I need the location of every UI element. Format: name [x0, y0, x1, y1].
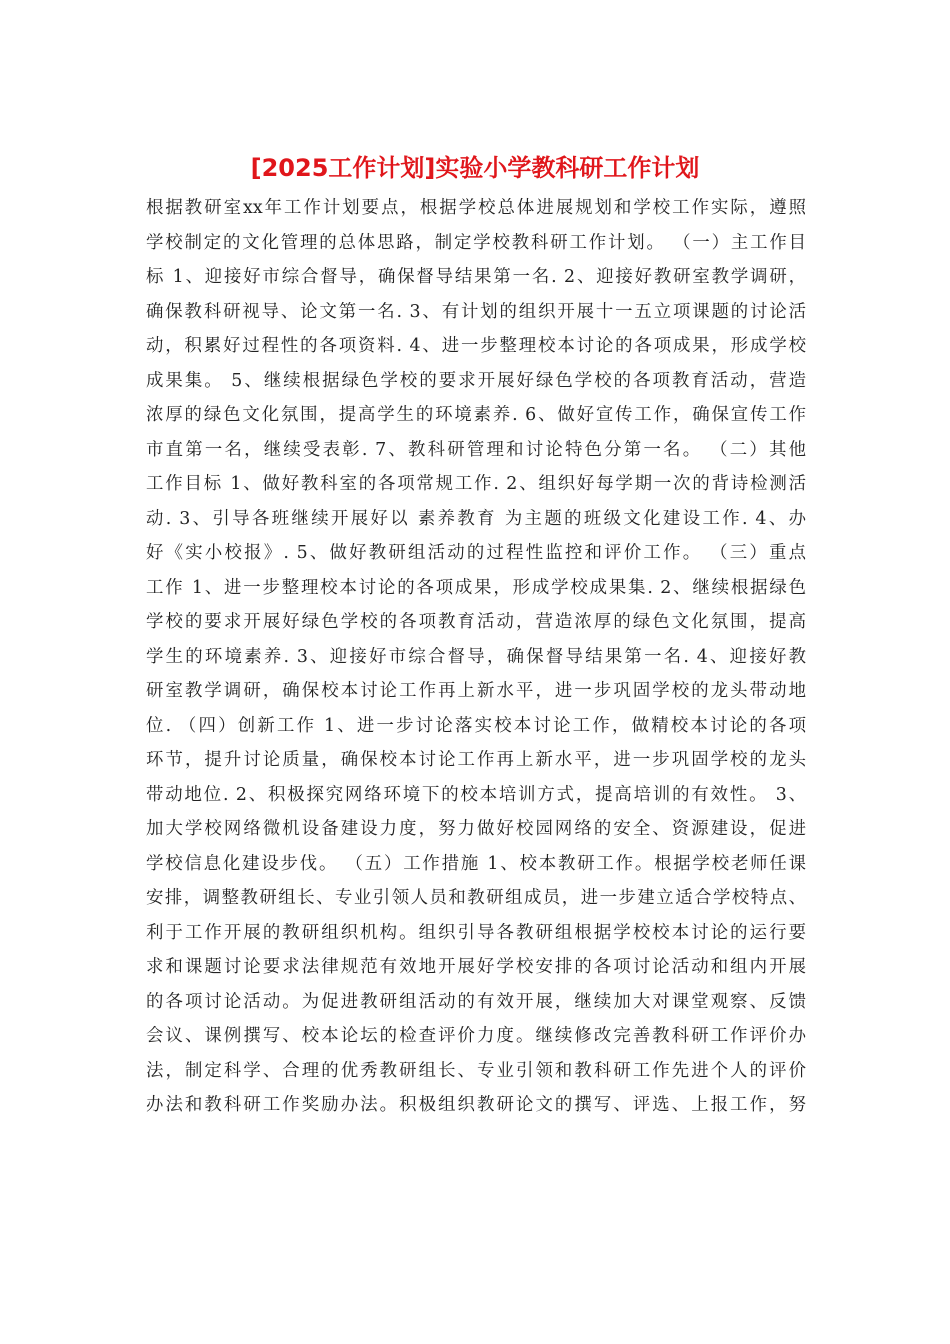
document-title: [2025工作计划]实验小学教科研工作计划 — [250, 154, 700, 182]
body-line: 学生的环境素养. 3、迎接好市综合督导，确保督导结果第一名. 4、迎接好教 — [146, 646, 806, 667]
body-line: 会议、课例撰写、校本论坛的检查评价力度。继续修改完善教科研工作评价办 — [146, 1026, 806, 1046]
body-line: 环节，提升讨论质量，确保校本讨论工作再上新水平，进一步巩固学校的龙头 — [146, 750, 806, 770]
body-line: 安排，调整教研组长、专业引领人员和教研组成员，进一步建立适合学校特点、 — [146, 888, 806, 908]
body-line: 求和课题讨论要求法律规范有效地开展好学校安排的各项讨论活动和组内开展 — [146, 957, 806, 977]
body-line: 带动地位. 2、积极探究网络环境下的校本培训方式，提高培训的有效性。 3、 — [146, 784, 806, 805]
body-line: 动. 3、引导各班继续开展好以 素养教育 为主题的班级文化建设工作. 4、办 — [146, 508, 806, 529]
body-line: 根据教研室xx年工作计划要点，根据学校总体进展规划和学校工作实际，遵照 — [146, 198, 806, 218]
body-line: 加大学校网络微机设备建设力度，努力做好校园网络的安全、资源建设，促进 — [146, 819, 806, 839]
body-line: 学校制定的文化管理的总体思路，制定学校教科研工作计划。 （一）主工作目 — [146, 232, 806, 253]
body-line: 学校的要求开展好绿色学校的各项教育活动，营造浓厚的绿色文化氛围，提高 — [146, 612, 806, 632]
body-line: 动，积累好过程性的各项资料. 4、进一步整理校本讨论的各项成果，形成学校 — [146, 336, 806, 356]
body-line: 成果集。 5、继续根据绿色学校的要求开展好绿色学校的各项教育活动，营造 — [146, 370, 806, 391]
body-line: 研室教学调研，确保校本讨论工作再上新水平，进一步巩固学校的龙头带动地 — [146, 681, 806, 701]
body-line: 确保教科研视导、论文第一名. 3、有计划的组织开展十一五立项课题的讨论活 — [146, 301, 806, 322]
body-line: 工作 1、进一步整理校本讨论的各项成果，形成学校成果集. 2、继续根据绿色 — [146, 577, 806, 598]
document-body — [146, 191, 806, 1123]
body-line: 法，制定科学、合理的优秀教研组长、专业引领和教科研工作先进个人的评价 — [146, 1060, 806, 1081]
body-line: 学校信息化建设步伐。 （五）工作措施 1、校本教研工作。根据学校老师任课 — [146, 853, 806, 874]
body-line: 的各项讨论活动。为促进教研组活动的有效开展，继续加大对课堂观察、反馈 — [146, 991, 806, 1012]
body-line: 好《实小校报》. 5、做好教研组活动的过程性监控和评价工作。 （三）重点 — [146, 543, 806, 563]
body-line: 标 1、迎接好市综合督导，确保督导结果第一名. 2、迎接好教研室教学调研， — [146, 267, 806, 287]
body-line: 位. （四）创新工作 1、进一步讨论落实校本讨论工作，做精校本讨论的各项 — [146, 715, 806, 736]
body-line: 工作目标 1、做好教科室的各项常规工作. 2、组织好每学期一次的背诗检测活 — [146, 474, 806, 494]
body-line: 浓厚的绿色文化氛围，提高学生的环境素养. 6、做好宣传工作，确保宣传工作 — [146, 405, 806, 425]
body-line: 利于工作开展的教研组织机构。组织引导各教研组根据学校校本讨论的运行要 — [146, 922, 806, 943]
body-line: 办法和教科研工作奖励办法。积极组织教研论文的撰写、评选、上报工作，努 — [146, 1095, 806, 1115]
body-line: 市直第一名，继续受表彰. 7、教科研管理和讨论特色分第一名。 （二）其他 — [146, 439, 806, 460]
